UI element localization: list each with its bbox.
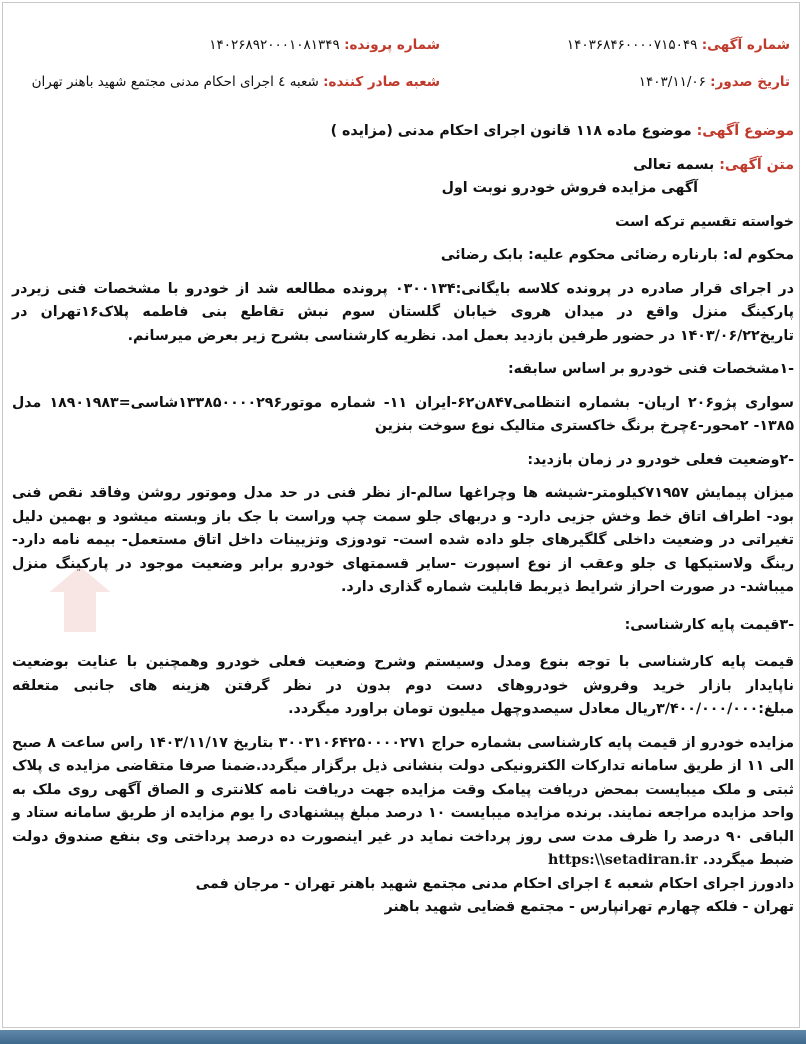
auction-text: مزایده خودرو از قیمت پایه کارشناسی بشماره حراج ۳۰۰۳۱۰۶۴۲۵۰۰۰۰۲۷۱ بتاریخ ۱۴۰۳/۱۱/۱۷ راس ساعت ۸ صبح الی ۱۱ از طریق سامانه تدارکات الکترونیکی دولت بنشانی ذیل برگزار میگردد.ضمنا صرفا متقاضی مزایده ی پلاک ثبتی و ملک میبایست بمحض دریافت پیامک وقت مزایده جهت دریافت نامه کلانتری و الصاق آگهی روی ملک به واحد مزایده مراجعه نمایند. برنده مزایده میبایست ۱۰ درصد مبلغ پیشنهادی را یوم مزایده از طریق سامانه ستاد و الباقی ۹۰ درصد را ظرف مدت سی روز پرداخت نماید در غیر اینصورت ده درصد پرداختی وی بنفع صندوق دولت ضبط میگردد. bbox=[12, 734, 795, 868]
section2-text: میزان پیمایش ۷۱۹۵۷کیلومتر-شیشه ها وچراغها سالم-از نظر فنی در حد مدل وموتور روشن وفاقد نقص فنی بود- اطراف اتاق خط وخش جزیی دارد- و دربهای جلو سمت چپ وراست با جک باز وبسته میشود و بهمین دلیل تغیراتی در وضعیت داخلی گلگیرهای جلو داده شده است- تودوزی وتزیینات داخل اتاق مستعمل- بیمه نامه دارد- رینگ ولاستیکها ی جلو وعقب از نوع اسپورت -سایر قسمتهای خودرو برابر وضعیت موجود در پارکینگ منزل میباشد- در صورت احراز شرایط ذیربط قابلیت شماره گذاری دارد. bbox=[12, 485, 795, 595]
website-link[interactable]: https:\\setadiran.ir bbox=[548, 852, 698, 868]
issue-date: ۱۴۰۳/۱۱/۰۶ bbox=[638, 74, 706, 90]
issuing-branch: شعبه ٤ اجرای احکام مدنی مجتمع شهید باهنر تهران bbox=[31, 74, 319, 90]
body-label-line bbox=[12, 154, 794, 178]
request-text: خواسته تقسیم ترکه است bbox=[615, 213, 794, 230]
issue-date-label: تاریخ صدور: bbox=[710, 74, 790, 90]
notice-number: ۱۴۰۳۶۸۴۶۰۰۰۰۷۱۵۰۴۹ bbox=[566, 37, 698, 53]
bottom-bar bbox=[0, 1030, 806, 1044]
section1-text: سواری پژو۲۰۶ اریان- بشماره انتظامی۸۴۷ن۶۲-ایران ۱۱- شماره موتور۱۳۳۸۵۰۰۰۰۲۹۶شاسی=۱۸۹۰۱۹۸۳ مدل ۱۳۸۵- ۲محور-٤چرخ برنگ خاکستری متالیک نوع سوخت بنزین bbox=[12, 394, 794, 434]
section1-title: -۱مشخصات فنی خودرو بر اساس سابقه: bbox=[507, 361, 794, 377]
address-text: تهران - فلکه چهارم تهرانپارس - مجتمع قضایی شهید باهنر bbox=[384, 899, 794, 915]
parties-text: محکوم له: بارناره رضائی محکوم علیه: بابک رضائی bbox=[440, 247, 794, 263]
issue-date-row bbox=[639, 74, 790, 90]
subject-line bbox=[12, 120, 794, 144]
case-number-label: شماره پرونده: bbox=[344, 37, 440, 53]
signer-text: دادورز اجرای احکام شعبه ٤ اجرای احکام مدنی مجتمع شهید باهنر تهران - مرجان فمی bbox=[195, 875, 794, 892]
notice-number-row bbox=[567, 37, 790, 53]
auction-paragraph bbox=[12, 732, 794, 873]
subject-label: موضوع آگهی: bbox=[696, 123, 794, 139]
notice-title: آگهی مزایده فروش خودرو نوبت اول bbox=[441, 180, 698, 196]
intro-paragraph: در اجرای قرار صادره در پرونده کلاسه بایگانی:۰۳۰۰۱۳۴ پرونده مطالعه شد از خودرو با مشخصات فنی زیردر پارکینگ منزل واقع در میدان هروی خیابان گلستان سوم نبش تقاطع بنی فاطمه پلاک۱۶تهران در تاریخ۱۴۰۳/۰۶/۲۲ در حضور طرفین بازدید بعمل امد. نظریه کارشناسی بشرح زیر بعرض میرسانم. bbox=[12, 280, 794, 344]
case-number-row bbox=[209, 37, 440, 53]
notice-content bbox=[12, 120, 794, 920]
issuing-branch-label: شعبه صادر کننده: bbox=[323, 74, 440, 90]
section3-text: قیمت پایه کارشناسی با توجه بنوع ومدل وسیستم وشرح وضعیت فعلی خودرو وهمچنین با عنایت بوضعیت ناپایدار بازار خرید وفروش خودروهای دست دوم بدون در نظر گرفتن هزینه های جانبی متعلقه مبلغ:۳/۴۰۰/۰۰۰/۰۰۰ریال معادل سیصدوچهل میلیون تومان براورد میگردد. bbox=[12, 654, 794, 717]
bismillah: بسمه تعالی bbox=[633, 156, 715, 173]
section2-title: -۲وضعیت فعلی خودرو در زمان بازدید: bbox=[527, 451, 794, 468]
subject-text: موضوع ماده ۱۱۸ قانون اجرای احکام مدنی (مزایده ) bbox=[330, 123, 692, 139]
issuing-branch-row bbox=[32, 74, 440, 90]
body-label: متن آگهی: bbox=[719, 156, 794, 173]
section3-title: -۳قیمت پایه کارشناسی: bbox=[624, 616, 794, 633]
case-number: ۱۴۰۲۶۸۹۲۰۰۰۱۰۸۱۳۴۹ bbox=[209, 37, 340, 53]
notice-number-label: شماره آگهی: bbox=[701, 37, 790, 53]
